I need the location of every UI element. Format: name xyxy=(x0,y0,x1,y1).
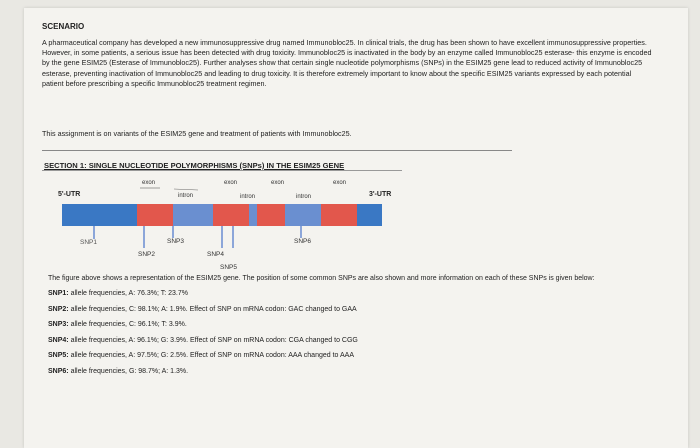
snp1-label: SNP1 xyxy=(80,239,97,246)
intron-3 xyxy=(285,204,321,226)
snp-entry: SNP4: allele frequencies, A: 96.1%; G: 3.9%. Effect of SNP on mRNA codon: CGA changed to CGG xyxy=(48,336,358,344)
gene-diagram xyxy=(42,170,402,278)
exon-label: exon xyxy=(271,180,285,186)
snp6-label: SNP6 xyxy=(294,238,311,245)
exon-4 xyxy=(321,204,357,226)
section-1-title: SECTION 1: SINGLE NUCLEOTIDE POLYMORPHISMS (SNPs) IN THE ESIM25 GENE xyxy=(44,161,345,170)
snp4-label: SNP4 xyxy=(207,251,224,258)
snp5-label: SNP5 xyxy=(220,264,237,271)
intron-label: intron xyxy=(240,194,256,200)
exon-label: exon xyxy=(224,180,238,186)
utr3-segment xyxy=(357,204,382,226)
snp2-label: SNP2 xyxy=(138,251,155,258)
utr5-label: 5'-UTR xyxy=(58,191,81,198)
utr3-label: 3'-UTR xyxy=(369,191,392,198)
assignment-text: This assignment is on variants of the ESIM25 gene and treatment of patients with Immunobloc25. xyxy=(42,129,352,138)
exon-label: exon xyxy=(333,180,347,186)
snp-info xyxy=(48,274,658,384)
intron-label: intron xyxy=(178,193,194,199)
exon-label: exon xyxy=(142,180,156,186)
intron-label: intron xyxy=(296,194,312,200)
scenario-paragraph: A pharmaceutical company has developed a new immunosuppressive drug named Immunobloc25. In clinical trials, the drug has been shown to have excellent immunosuppressive properties. However, in some patients, a serious issue has been detected with drug toxicity. Immunobloc25 is inactivated in the body by an enzyme called Immunobloc25 esterase- this enzyme is encoded by the gene ESIM25 (Esterase of Immunobloc25). Further analyses show that certain single nucleotide polymorphisms (SNPs) in the ESIM25 gene lead to reduced activity of Immunobloc25 esterase, preventing inactivation of Immunobloc25 and leading to drug toxicity. It is therefore extremely important to know about the specific ESIM25 variants expressed by each potential patient before prescribing a specific Immunobloc25 treatment regimen. xyxy=(42,38,652,88)
snp-entry: SNP2: allele frequencies, C: 98.1%; A: 1.9%. Effect of SNP on mRNA codon: GAC changed to GAA xyxy=(48,305,357,313)
divider xyxy=(42,150,512,151)
intron-1 xyxy=(173,204,213,226)
document-page xyxy=(24,8,688,448)
snp-entry: SNP5: allele frequencies, A: 97.5%; G: 2.5%. Effect of SNP on mRNA codon: AAA changed to AAA xyxy=(48,352,354,360)
figure-caption: The figure above shows a representation of the ESIM25 gene. The position of some common SNPs are also shown and more information on each of these SNPs is given below: xyxy=(48,275,595,282)
snp-entry: SNP1: allele frequencies, A: 76.3%; T: 23.7% xyxy=(48,290,188,297)
snp-entry: SNP6: allele frequencies, G: 98.7%; A: 1.3%. xyxy=(48,367,189,375)
exon-2 xyxy=(213,204,249,226)
snp-entry: SNP3: allele frequencies, C: 96.1%; T: 3.9%. xyxy=(48,321,187,329)
snp3-label: SNP3 xyxy=(167,238,184,245)
exon-3 xyxy=(257,204,285,226)
scenario-heading: SCENARIO xyxy=(42,22,85,31)
exon-1 xyxy=(137,204,173,226)
